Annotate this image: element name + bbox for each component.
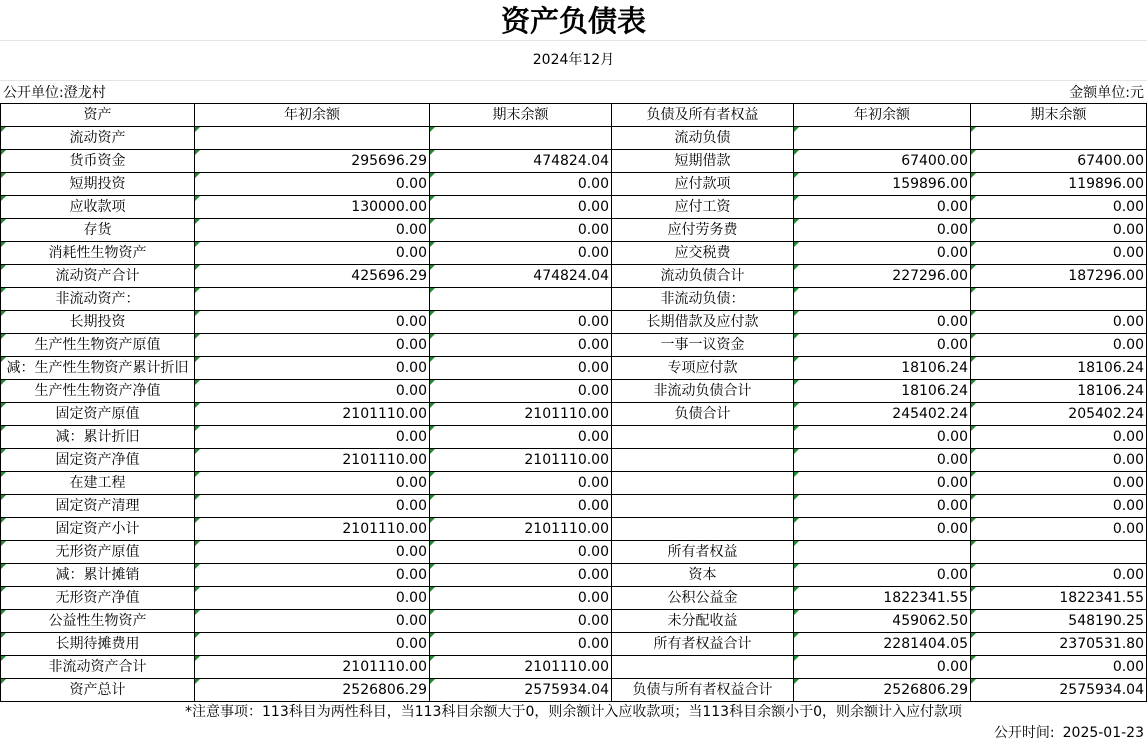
liability-opening-cell: 0.00 bbox=[794, 196, 971, 219]
asset-name-cell: 消耗性生物资产 bbox=[1, 242, 195, 265]
liability-opening-cell: 0.00 bbox=[794, 311, 971, 334]
liability-closing-cell: 67400.00 bbox=[971, 150, 1147, 173]
asset-closing-cell: 0.00 bbox=[430, 610, 612, 633]
asset-closing-cell: 0.00 bbox=[430, 587, 612, 610]
liability-closing-cell: 18106.24 bbox=[971, 357, 1147, 380]
liability-closing-cell: 0.00 bbox=[971, 656, 1147, 679]
publish-date: 2025-01-23 bbox=[1062, 725, 1144, 741]
asset-opening-cell: 0.00 bbox=[195, 633, 430, 656]
liability-closing-cell: 0.00 bbox=[971, 564, 1147, 587]
liability-closing-cell: 205402.24 bbox=[971, 403, 1147, 426]
asset-name-cell: 固定资产小计 bbox=[1, 518, 195, 541]
asset-name-cell: 无形资产净值 bbox=[1, 587, 195, 610]
table-row bbox=[1, 357, 1147, 380]
liability-name-cell: 非流动负债： bbox=[612, 288, 794, 311]
liability-opening-cell: 0.00 bbox=[794, 564, 971, 587]
asset-opening-cell: 0.00 bbox=[195, 311, 430, 334]
table-row bbox=[1, 242, 1147, 265]
gridline bbox=[0, 40, 1147, 41]
asset-opening-cell bbox=[195, 288, 430, 311]
asset-closing-cell: 2101110.00 bbox=[430, 518, 612, 541]
liability-closing-cell: 0.00 bbox=[971, 242, 1147, 265]
liability-closing-cell: 0.00 bbox=[971, 196, 1147, 219]
asset-opening-cell: 2101110.00 bbox=[195, 449, 430, 472]
liability-name-cell bbox=[612, 426, 794, 449]
asset-name-cell: 公益性生物资产 bbox=[1, 610, 195, 633]
asset-name-cell: 长期待摊费用 bbox=[1, 633, 195, 656]
liability-name-cell: 所有者权益 bbox=[612, 541, 794, 564]
table-row bbox=[1, 288, 1147, 311]
asset-closing-cell: 0.00 bbox=[430, 311, 612, 334]
asset-opening-cell: 0.00 bbox=[195, 242, 430, 265]
asset-closing-cell: 0.00 bbox=[430, 633, 612, 656]
footnote: *注意事项：113科目为两性科目，当113科目余额大于0，则余额计入应收款项；当113科目余额小于0，则余额计入应付款项 bbox=[185, 704, 962, 720]
asset-opening-cell: 130000.00 bbox=[195, 196, 430, 219]
table-row bbox=[1, 311, 1147, 334]
liability-name-cell bbox=[612, 472, 794, 495]
asset-opening-cell: 425696.29 bbox=[195, 265, 430, 288]
asset-opening-cell: 0.00 bbox=[195, 610, 430, 633]
table-row bbox=[1, 495, 1147, 518]
table-row bbox=[1, 265, 1147, 288]
asset-name-cell: 固定资产清理 bbox=[1, 495, 195, 518]
liability-name-cell: 非流动负债合计 bbox=[612, 380, 794, 403]
liability-opening-cell: 0.00 bbox=[794, 219, 971, 242]
asset-opening-cell: 0.00 bbox=[195, 541, 430, 564]
liability-closing-cell: 18106.24 bbox=[971, 380, 1147, 403]
asset-closing-cell: 2575934.04 bbox=[430, 679, 612, 702]
publish-label: 公开时间: bbox=[993, 725, 1055, 741]
liability-opening-cell: 2526806.29 bbox=[794, 679, 971, 702]
asset-name-cell: 固定资产净值 bbox=[1, 449, 195, 472]
liability-name-cell: 应付工资 bbox=[612, 196, 794, 219]
asset-name-cell: 短期投资 bbox=[1, 173, 195, 196]
asset-closing-cell: 0.00 bbox=[430, 426, 612, 449]
liability-name-cell: 公积公益金 bbox=[612, 587, 794, 610]
asset-name-cell: 无形资产原值 bbox=[1, 541, 195, 564]
asset-name-cell: 长期投资 bbox=[1, 311, 195, 334]
liability-name-cell bbox=[612, 449, 794, 472]
gridline bbox=[0, 80, 1147, 81]
asset-name-cell: 非流动资产合计 bbox=[1, 656, 195, 679]
asset-closing-cell: 0.00 bbox=[430, 219, 612, 242]
liability-closing-cell: 0.00 bbox=[971, 495, 1147, 518]
unit-label: 公开单位:澄龙村 bbox=[3, 85, 106, 101]
liability-opening-cell: 0.00 bbox=[794, 242, 971, 265]
liability-name-cell: 资本 bbox=[612, 564, 794, 587]
table-body bbox=[1, 127, 1147, 702]
asset-opening-cell: 0.00 bbox=[195, 334, 430, 357]
liability-opening-cell: 0.00 bbox=[794, 495, 971, 518]
publish-time bbox=[986, 724, 1144, 742]
asset-opening-cell: 2101110.00 bbox=[195, 518, 430, 541]
page-title: 资产负债表 bbox=[500, 4, 646, 38]
liability-name-cell bbox=[612, 656, 794, 679]
asset-name-cell: 减：生产性生物资产累计折旧 bbox=[1, 357, 195, 380]
table-row bbox=[1, 587, 1147, 610]
table-row bbox=[1, 656, 1147, 679]
liability-name-cell: 负债与所有者权益合计 bbox=[612, 679, 794, 702]
asset-closing-cell: 0.00 bbox=[430, 173, 612, 196]
liability-name-cell: 应付款项 bbox=[612, 173, 794, 196]
asset-closing-cell: 2101110.00 bbox=[430, 449, 612, 472]
header-liabilities: 负债及所有者权益 bbox=[612, 104, 794, 127]
liability-name-cell bbox=[612, 495, 794, 518]
table-row bbox=[1, 518, 1147, 541]
table-row bbox=[1, 380, 1147, 403]
asset-closing-cell: 0.00 bbox=[430, 357, 612, 380]
table-row bbox=[1, 541, 1147, 564]
liability-name-cell: 应交税费 bbox=[612, 242, 794, 265]
table-row bbox=[1, 150, 1147, 173]
asset-name-cell: 存货 bbox=[1, 219, 195, 242]
liability-closing-cell: 187296.00 bbox=[971, 265, 1147, 288]
asset-closing-cell bbox=[430, 288, 612, 311]
liability-opening-cell: 227296.00 bbox=[794, 265, 971, 288]
asset-opening-cell: 2101110.00 bbox=[195, 403, 430, 426]
header-assets: 资产 bbox=[1, 104, 195, 127]
table-row bbox=[1, 564, 1147, 587]
asset-name-cell: 固定资产原值 bbox=[1, 403, 195, 426]
liability-closing-cell bbox=[971, 541, 1147, 564]
asset-closing-cell: 0.00 bbox=[430, 242, 612, 265]
asset-name-cell: 生产性生物资产原值 bbox=[1, 334, 195, 357]
header-asset-closing: 期末余额 bbox=[430, 104, 612, 127]
asset-name-cell: 非流动资产： bbox=[1, 288, 195, 311]
liability-closing-cell: 119896.00 bbox=[971, 173, 1147, 196]
liability-closing-cell: 0.00 bbox=[971, 311, 1147, 334]
asset-opening-cell bbox=[195, 127, 430, 150]
asset-opening-cell: 0.00 bbox=[195, 495, 430, 518]
asset-closing-cell: 0.00 bbox=[430, 380, 612, 403]
liability-opening-cell: 459062.50 bbox=[794, 610, 971, 633]
asset-name-cell: 生产性生物资产净值 bbox=[1, 380, 195, 403]
liability-closing-cell: 0.00 bbox=[971, 219, 1147, 242]
asset-closing-cell: 2101110.00 bbox=[430, 656, 612, 679]
liability-opening-cell: 159896.00 bbox=[794, 173, 971, 196]
liability-name-cell: 长期借款及应付款 bbox=[612, 311, 794, 334]
table-row bbox=[1, 472, 1147, 495]
liability-opening-cell: 18106.24 bbox=[794, 380, 971, 403]
asset-closing-cell bbox=[430, 127, 612, 150]
liability-closing-cell: 1822341.55 bbox=[971, 587, 1147, 610]
asset-opening-cell: 0.00 bbox=[195, 173, 430, 196]
liability-name-cell: 负债合计 bbox=[612, 403, 794, 426]
liability-name-cell: 所有者权益合计 bbox=[612, 633, 794, 656]
asset-name-cell: 减：累计摊销 bbox=[1, 564, 195, 587]
liability-closing-cell: 0.00 bbox=[971, 518, 1147, 541]
liability-name-cell bbox=[612, 518, 794, 541]
asset-opening-cell: 0.00 bbox=[195, 472, 430, 495]
liability-closing-cell: 2575934.04 bbox=[971, 679, 1147, 702]
table-row bbox=[1, 173, 1147, 196]
liability-closing-cell: 0.00 bbox=[971, 334, 1147, 357]
liability-opening-cell: 0.00 bbox=[794, 334, 971, 357]
liability-closing-cell: 548190.25 bbox=[971, 610, 1147, 633]
liability-opening-cell: 0.00 bbox=[794, 449, 971, 472]
asset-name-cell: 流动资产 bbox=[1, 127, 195, 150]
liability-opening-cell: 0.00 bbox=[794, 426, 971, 449]
liability-opening-cell: 0.00 bbox=[794, 518, 971, 541]
asset-closing-cell: 0.00 bbox=[430, 472, 612, 495]
asset-opening-cell: 2526806.29 bbox=[195, 679, 430, 702]
asset-name-cell: 货币资金 bbox=[1, 150, 195, 173]
table-header-row bbox=[1, 104, 1147, 127]
asset-closing-cell: 474824.04 bbox=[430, 265, 612, 288]
liability-closing-cell: 0.00 bbox=[971, 449, 1147, 472]
table-row bbox=[1, 426, 1147, 449]
asset-opening-cell: 2101110.00 bbox=[195, 656, 430, 679]
liability-closing-cell: 0.00 bbox=[971, 426, 1147, 449]
asset-opening-cell: 0.00 bbox=[195, 219, 430, 242]
asset-closing-cell: 0.00 bbox=[430, 495, 612, 518]
asset-name-cell: 资产总计 bbox=[1, 679, 195, 702]
liability-name-cell: 一事一议资金 bbox=[612, 334, 794, 357]
table-row bbox=[1, 610, 1147, 633]
liability-opening-cell: 2281404.05 bbox=[794, 633, 971, 656]
asset-closing-cell: 0.00 bbox=[430, 196, 612, 219]
asset-closing-cell: 2101110.00 bbox=[430, 403, 612, 426]
asset-opening-cell: 0.00 bbox=[195, 380, 430, 403]
header-liab-closing: 期末余额 bbox=[971, 104, 1147, 127]
liability-opening-cell: 0.00 bbox=[794, 656, 971, 679]
table-row bbox=[1, 196, 1147, 219]
liability-opening-cell: 67400.00 bbox=[794, 150, 971, 173]
liability-opening-cell bbox=[794, 541, 971, 564]
liability-opening-cell: 0.00 bbox=[794, 472, 971, 495]
asset-opening-cell: 295696.29 bbox=[195, 150, 430, 173]
balance-table bbox=[0, 103, 1147, 702]
asset-closing-cell: 0.00 bbox=[430, 541, 612, 564]
liability-opening-cell: 245402.24 bbox=[794, 403, 971, 426]
asset-opening-cell: 0.00 bbox=[195, 357, 430, 380]
liability-closing-cell: 0.00 bbox=[971, 472, 1147, 495]
currency-unit-label: 金额单位:元 bbox=[1069, 85, 1144, 101]
liability-closing-cell bbox=[971, 288, 1147, 311]
table-row bbox=[1, 127, 1147, 150]
table-row bbox=[1, 403, 1147, 426]
asset-closing-cell: 474824.04 bbox=[430, 150, 612, 173]
asset-opening-cell: 0.00 bbox=[195, 426, 430, 449]
liability-name-cell: 流动负债 bbox=[612, 127, 794, 150]
liability-name-cell: 流动负债合计 bbox=[612, 265, 794, 288]
table-row bbox=[1, 334, 1147, 357]
report-period: 2024年12月 bbox=[532, 52, 615, 68]
liability-name-cell: 短期借款 bbox=[612, 150, 794, 173]
table-row bbox=[1, 219, 1147, 242]
liability-closing-cell: 2370531.80 bbox=[971, 633, 1147, 656]
liability-name-cell: 未分配收益 bbox=[612, 610, 794, 633]
liability-opening-cell bbox=[794, 127, 971, 150]
asset-name-cell: 应收款项 bbox=[1, 196, 195, 219]
table-row bbox=[1, 679, 1147, 702]
asset-name-cell: 在建工程 bbox=[1, 472, 195, 495]
asset-closing-cell: 0.00 bbox=[430, 564, 612, 587]
liability-name-cell: 应付劳务费 bbox=[612, 219, 794, 242]
liability-closing-cell bbox=[971, 127, 1147, 150]
table-row bbox=[1, 633, 1147, 656]
liability-name-cell: 专项应付款 bbox=[612, 357, 794, 380]
table-row bbox=[1, 449, 1147, 472]
liability-opening-cell: 1822341.55 bbox=[794, 587, 971, 610]
asset-closing-cell: 0.00 bbox=[430, 334, 612, 357]
asset-name-cell: 流动资产合计 bbox=[1, 265, 195, 288]
asset-opening-cell: 0.00 bbox=[195, 564, 430, 587]
header-liab-opening: 年初余额 bbox=[794, 104, 971, 127]
asset-name-cell: 减：累计折旧 bbox=[1, 426, 195, 449]
liability-opening-cell bbox=[794, 288, 971, 311]
asset-opening-cell: 0.00 bbox=[195, 587, 430, 610]
liability-opening-cell: 18106.24 bbox=[794, 357, 971, 380]
header-asset-opening: 年初余额 bbox=[195, 104, 430, 127]
